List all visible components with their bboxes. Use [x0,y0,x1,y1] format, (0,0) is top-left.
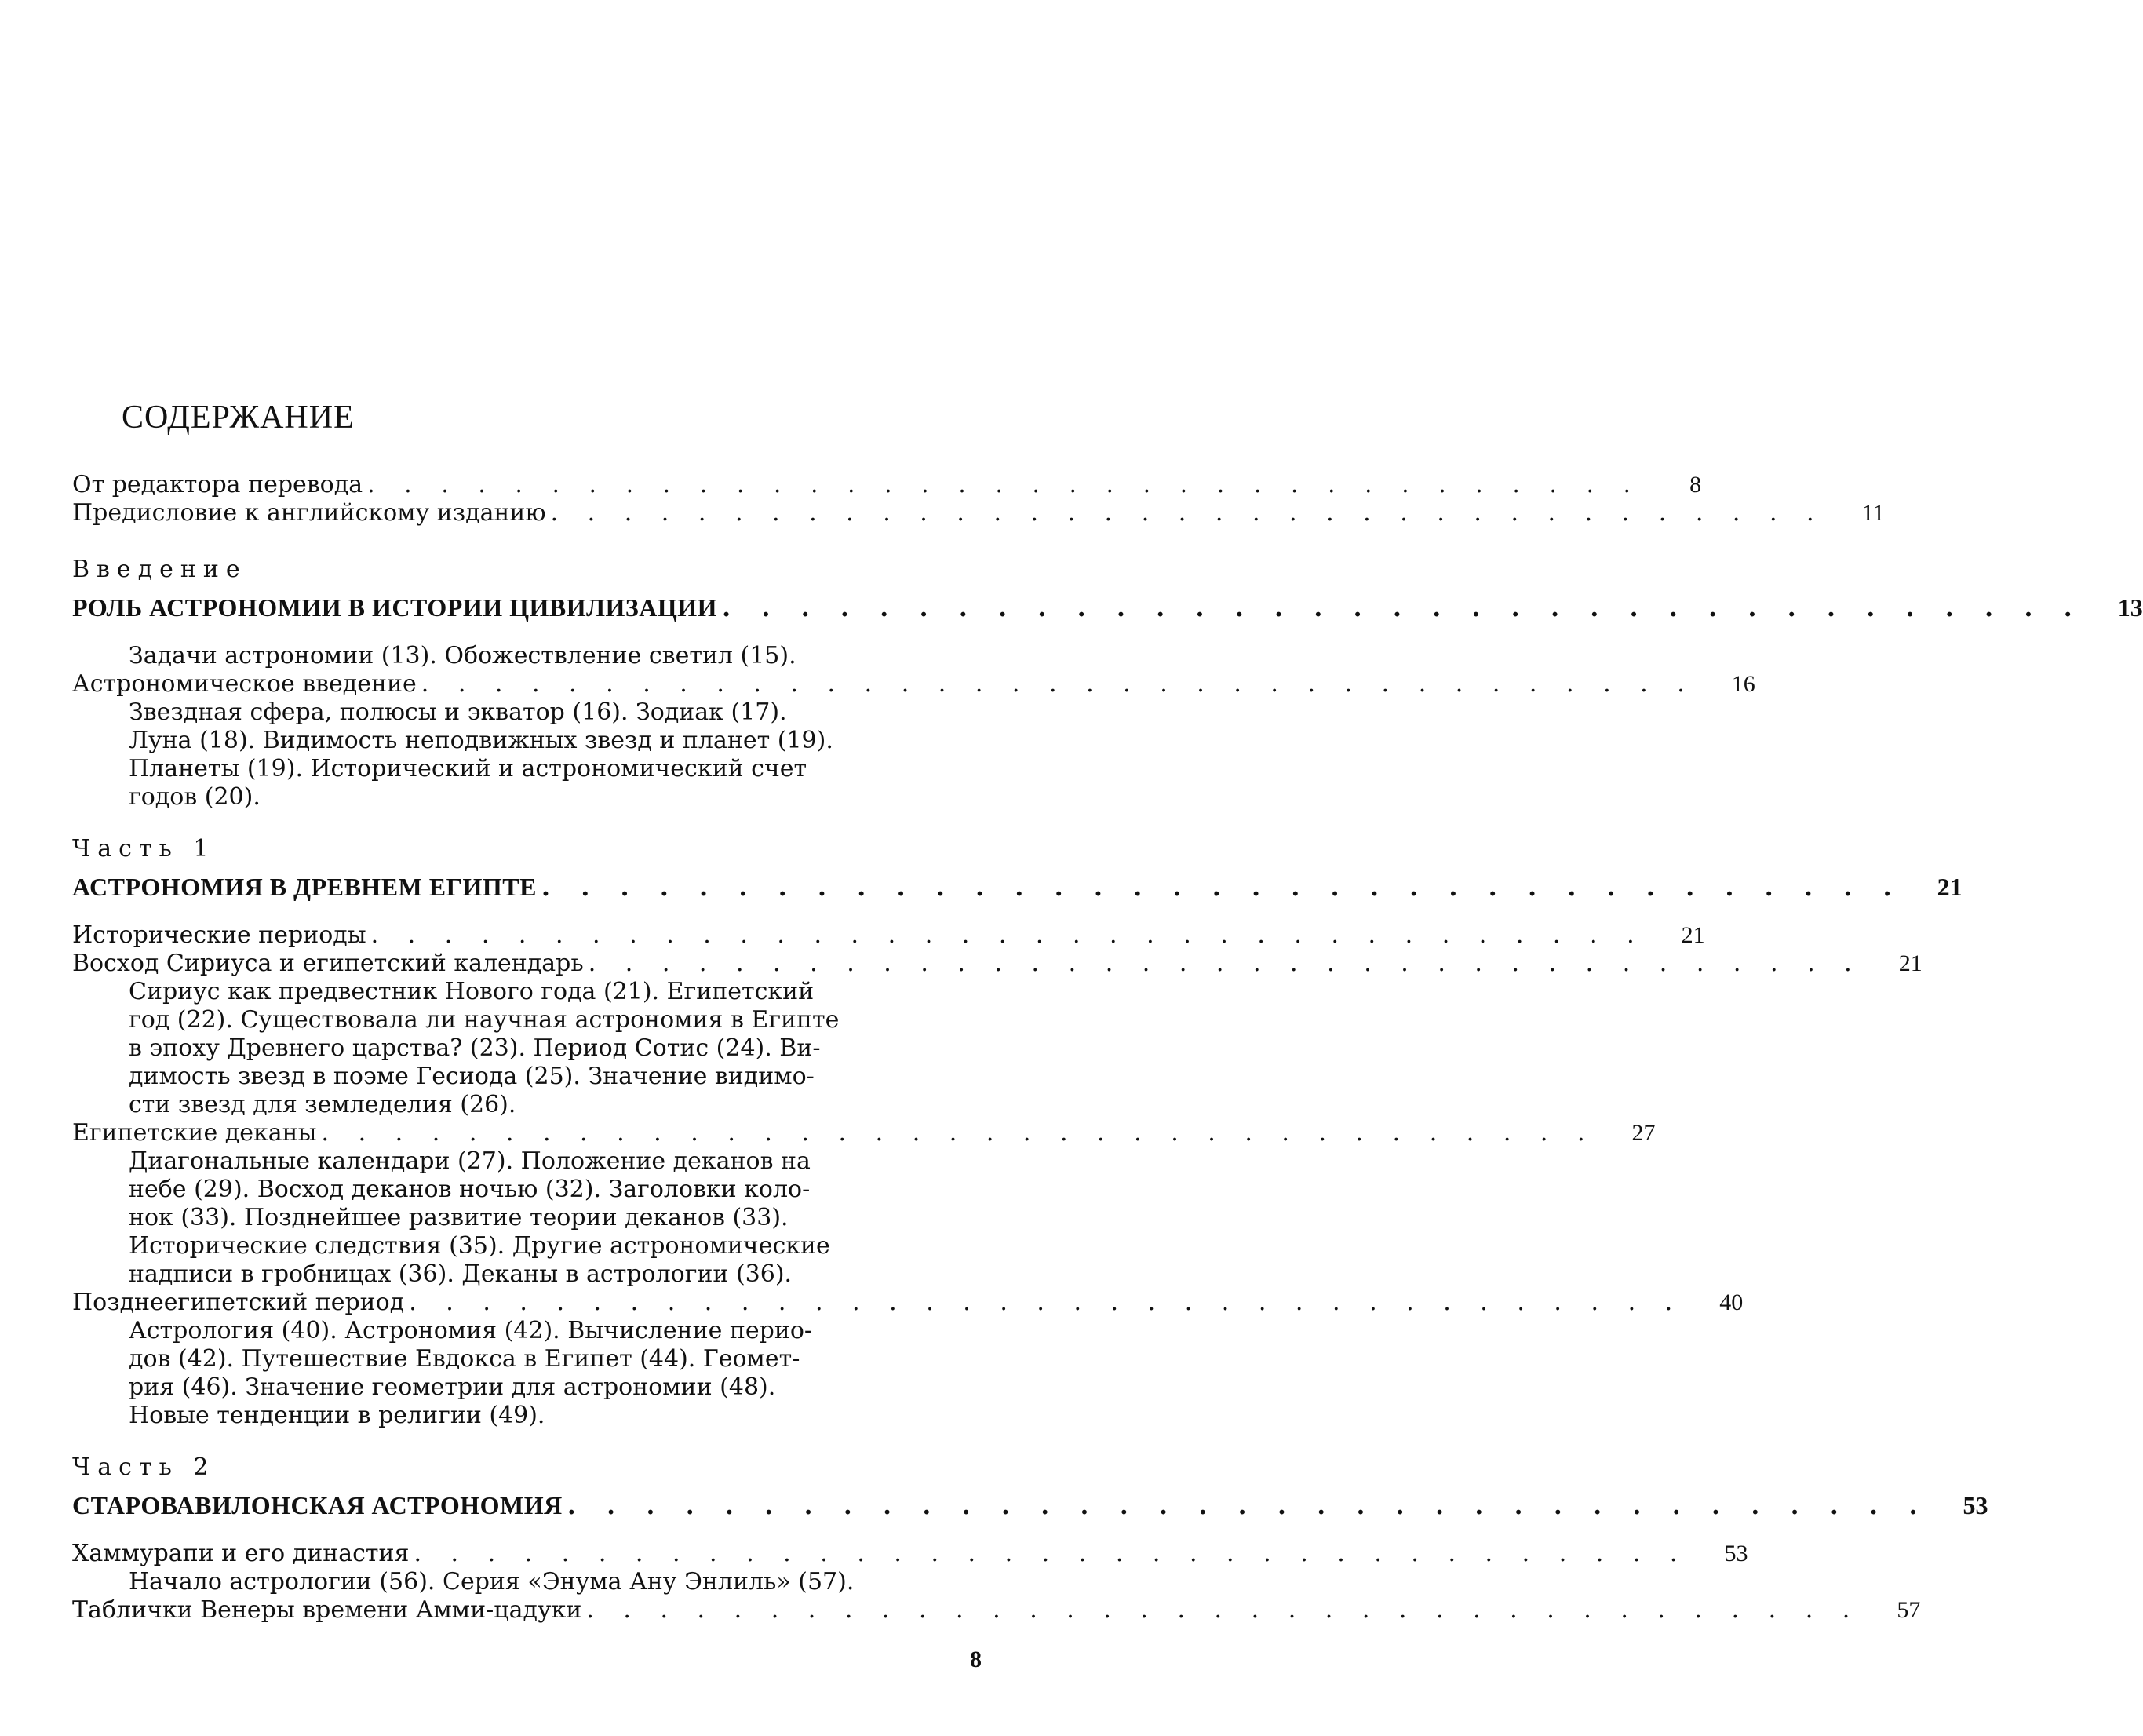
page-title: СОДЕРЖАНИЕ [122,399,355,436]
description-line: Начало астрологии (56). Серия «Энума Ану Энлиль» (57). [129,1568,855,1596]
toc-description [72,642,968,670]
toc-entry-title: Астрономическое введение [72,670,417,698]
leader-dots: . . . . . . . . . . . . . . . . . . . . . . . . . . . . . . . . . . . [586,1596,1861,1624]
section-label-introduction: Введение [72,556,247,583]
description-line: Сириус как предвестник Нового года (21). Египетский [129,978,815,1005]
toc-heading-part-1[interactable] [72,871,1963,903]
toc-entry-egyptian-decans[interactable] [72,1119,1656,1147]
description-line: Луна (18). Видимость неподвижных звезд и планет (19). [129,727,833,754]
toc-entry-english-preface[interactable] [72,499,1885,527]
toc-description [72,1147,968,1289]
toc-heading-title: РОЛЬ АСТРОНОМИИ В ИСТОРИИ ЦИВИЛИЗАЦИИ [72,593,718,622]
toc-heading-title: СТАРОВАВИЛОНСКАЯ АСТРОНОМИЯ [72,1491,563,1519]
toc-page-number: 40 [1719,1289,1744,1315]
toc-page-number: 27 [1631,1120,1656,1146]
toc-page-number: 13 [2117,593,2143,622]
toc-entry-hammurabi[interactable] [72,1540,1748,1568]
toc-entry-title: Хаммурапи и его династия [72,1540,410,1567]
toc-entry-title: Восход Сириуса и египетский календарь [72,950,584,977]
toc-description [72,978,968,1119]
description-line: годов (20). [129,783,261,811]
toc-entry-title: Исторические периоды [72,921,366,949]
toc-description [72,698,968,811]
description-line: дов (42). Путешествие Евдокса в Египет (44). Геомет- [129,1345,800,1373]
description-line: в эпоху Древнего царства? (23). Период Сотис (24). Ви- [129,1034,821,1062]
toc-entry-title: Предисловие к английскому изданию [72,499,546,527]
toc-page-number: 16 [1731,671,1755,697]
section-label-part-1: Часть 1 [72,835,216,863]
leader-dots: . . . . . . . . . . . . . . . . . . . . . . . . . . . . . . . . . . . [321,1119,1596,1147]
toc-heading-title: АСТРОНОМИЯ В ДРЕВНЕМ ЕГИПТЕ [72,873,537,901]
description-line: нок (33). Позднейшее развитие теории деканов (33). [129,1204,789,1231]
description-line: Исторические следствия (35). Другие астрономические [129,1232,830,1260]
leader-dots: . . . . . . . . . . . . . . . . . . . . . . . . . . . . . . . . . . . [370,921,1646,949]
leader-dots: . . . . . . . . . . . . . . . . . . . . . . . . . . . . . . . . . . . [550,499,1825,527]
leader-dots: . . . . . . . . . . . . . . . . . . . . . . . . . . . . . . . . . . . [567,1490,1929,1520]
description-line: Задачи астрономии (13). Обожествление светил (15). [129,642,796,669]
toc-entry-venus-tablets[interactable] [72,1596,1921,1625]
leader-dots: . . . . . . . . . . . . . . . . . . . . . . . . . . . . . . . . . . . [409,1289,1684,1316]
leader-dots: . . . . . . . . . . . . . . . . . . . . . . . . . . . . . . . . . . . [722,593,2083,622]
toc-entry-historical-periods[interactable] [72,921,1705,950]
toc-page-number: 8 [1689,472,1702,498]
toc-description [72,1568,968,1596]
description-line: Диагональные календари (27). Положение деканов на [129,1147,811,1175]
description-line: Астрология (40). Астрономия (42). Вычисление перио- [129,1317,813,1344]
description-line: год (22). Существовала ли научная астрономия в Египте [129,1006,840,1034]
section-label-part-2: Часть 2 [72,1453,216,1481]
toc-entry-astronomical-introduction[interactable] [72,670,1755,698]
toc-page-number: 53 [1724,1541,1748,1566]
toc-page-number: 57 [1897,1597,1921,1623]
toc-entry-sirius-calendar[interactable] [72,950,1923,978]
page-number: 8 [970,1647,982,1672]
leader-dots: . . . . . . . . . . . . . . . . . . . . . . . . . . . . . . . . . . . [588,950,1863,977]
table-of-contents [72,471,2143,1625]
leader-dots: . . . . . . . . . . . . . . . . . . . . . . . . . . . . . . . . . . . [367,471,1642,498]
toc-description [72,1317,968,1430]
toc-entry-title: От редактора перевода [72,471,363,498]
description-line: димость звезд в поэме Гесиода (25). Значение видимо- [129,1063,815,1090]
description-line: Звездная сфера, полюсы и экватор (16). Зодиак (17). [129,698,787,726]
toc-page-number: 53 [1963,1491,1988,1519]
leader-dots: . . . . . . . . . . . . . . . . . . . . . . . . . . . . . . . . . . . [421,670,1696,698]
toc-page-number: 21 [1937,873,1963,901]
description-line: рия (46). Значение геометрии для астрономии (48). [129,1373,776,1401]
leader-dots: . . . . . . . . . . . . . . . . . . . . . . . . . . . . . . . . . . . [541,872,1903,902]
description-line: Планеты (19). Исторический и астрономический счет [129,755,807,782]
toc-entry-title: Позднеегипетский период [72,1289,405,1316]
toc-heading-introduction[interactable] [72,592,2143,623]
toc-entry-title: Египетские деканы [72,1119,317,1147]
toc-page-number: 21 [1681,922,1705,948]
leader-dots: . . . . . . . . . . . . . . . . . . . . . . . . . . . . . . . . . . . [414,1540,1689,1567]
toc-entry-late-egyptian-period[interactable] [72,1289,1744,1317]
description-line: сти звезд для земледелия (26). [129,1091,516,1118]
description-line: надписи в гробницах (36). Деканы в астрологии (36). [129,1260,793,1288]
toc-entry-title: Таблички Венеры времени Амми-цадуки [72,1596,582,1624]
toc-heading-part-2[interactable] [72,1490,1988,1521]
toc-page-number: 21 [1898,950,1923,976]
toc-page-number: 11 [1861,500,1885,526]
description-line: Новые тенденции в религии (49). [129,1402,545,1429]
description-line: небе (29). Восход деканов ночью (32). Заголовки коло- [129,1176,811,1203]
toc-entry-editor-preface[interactable] [72,471,1702,499]
